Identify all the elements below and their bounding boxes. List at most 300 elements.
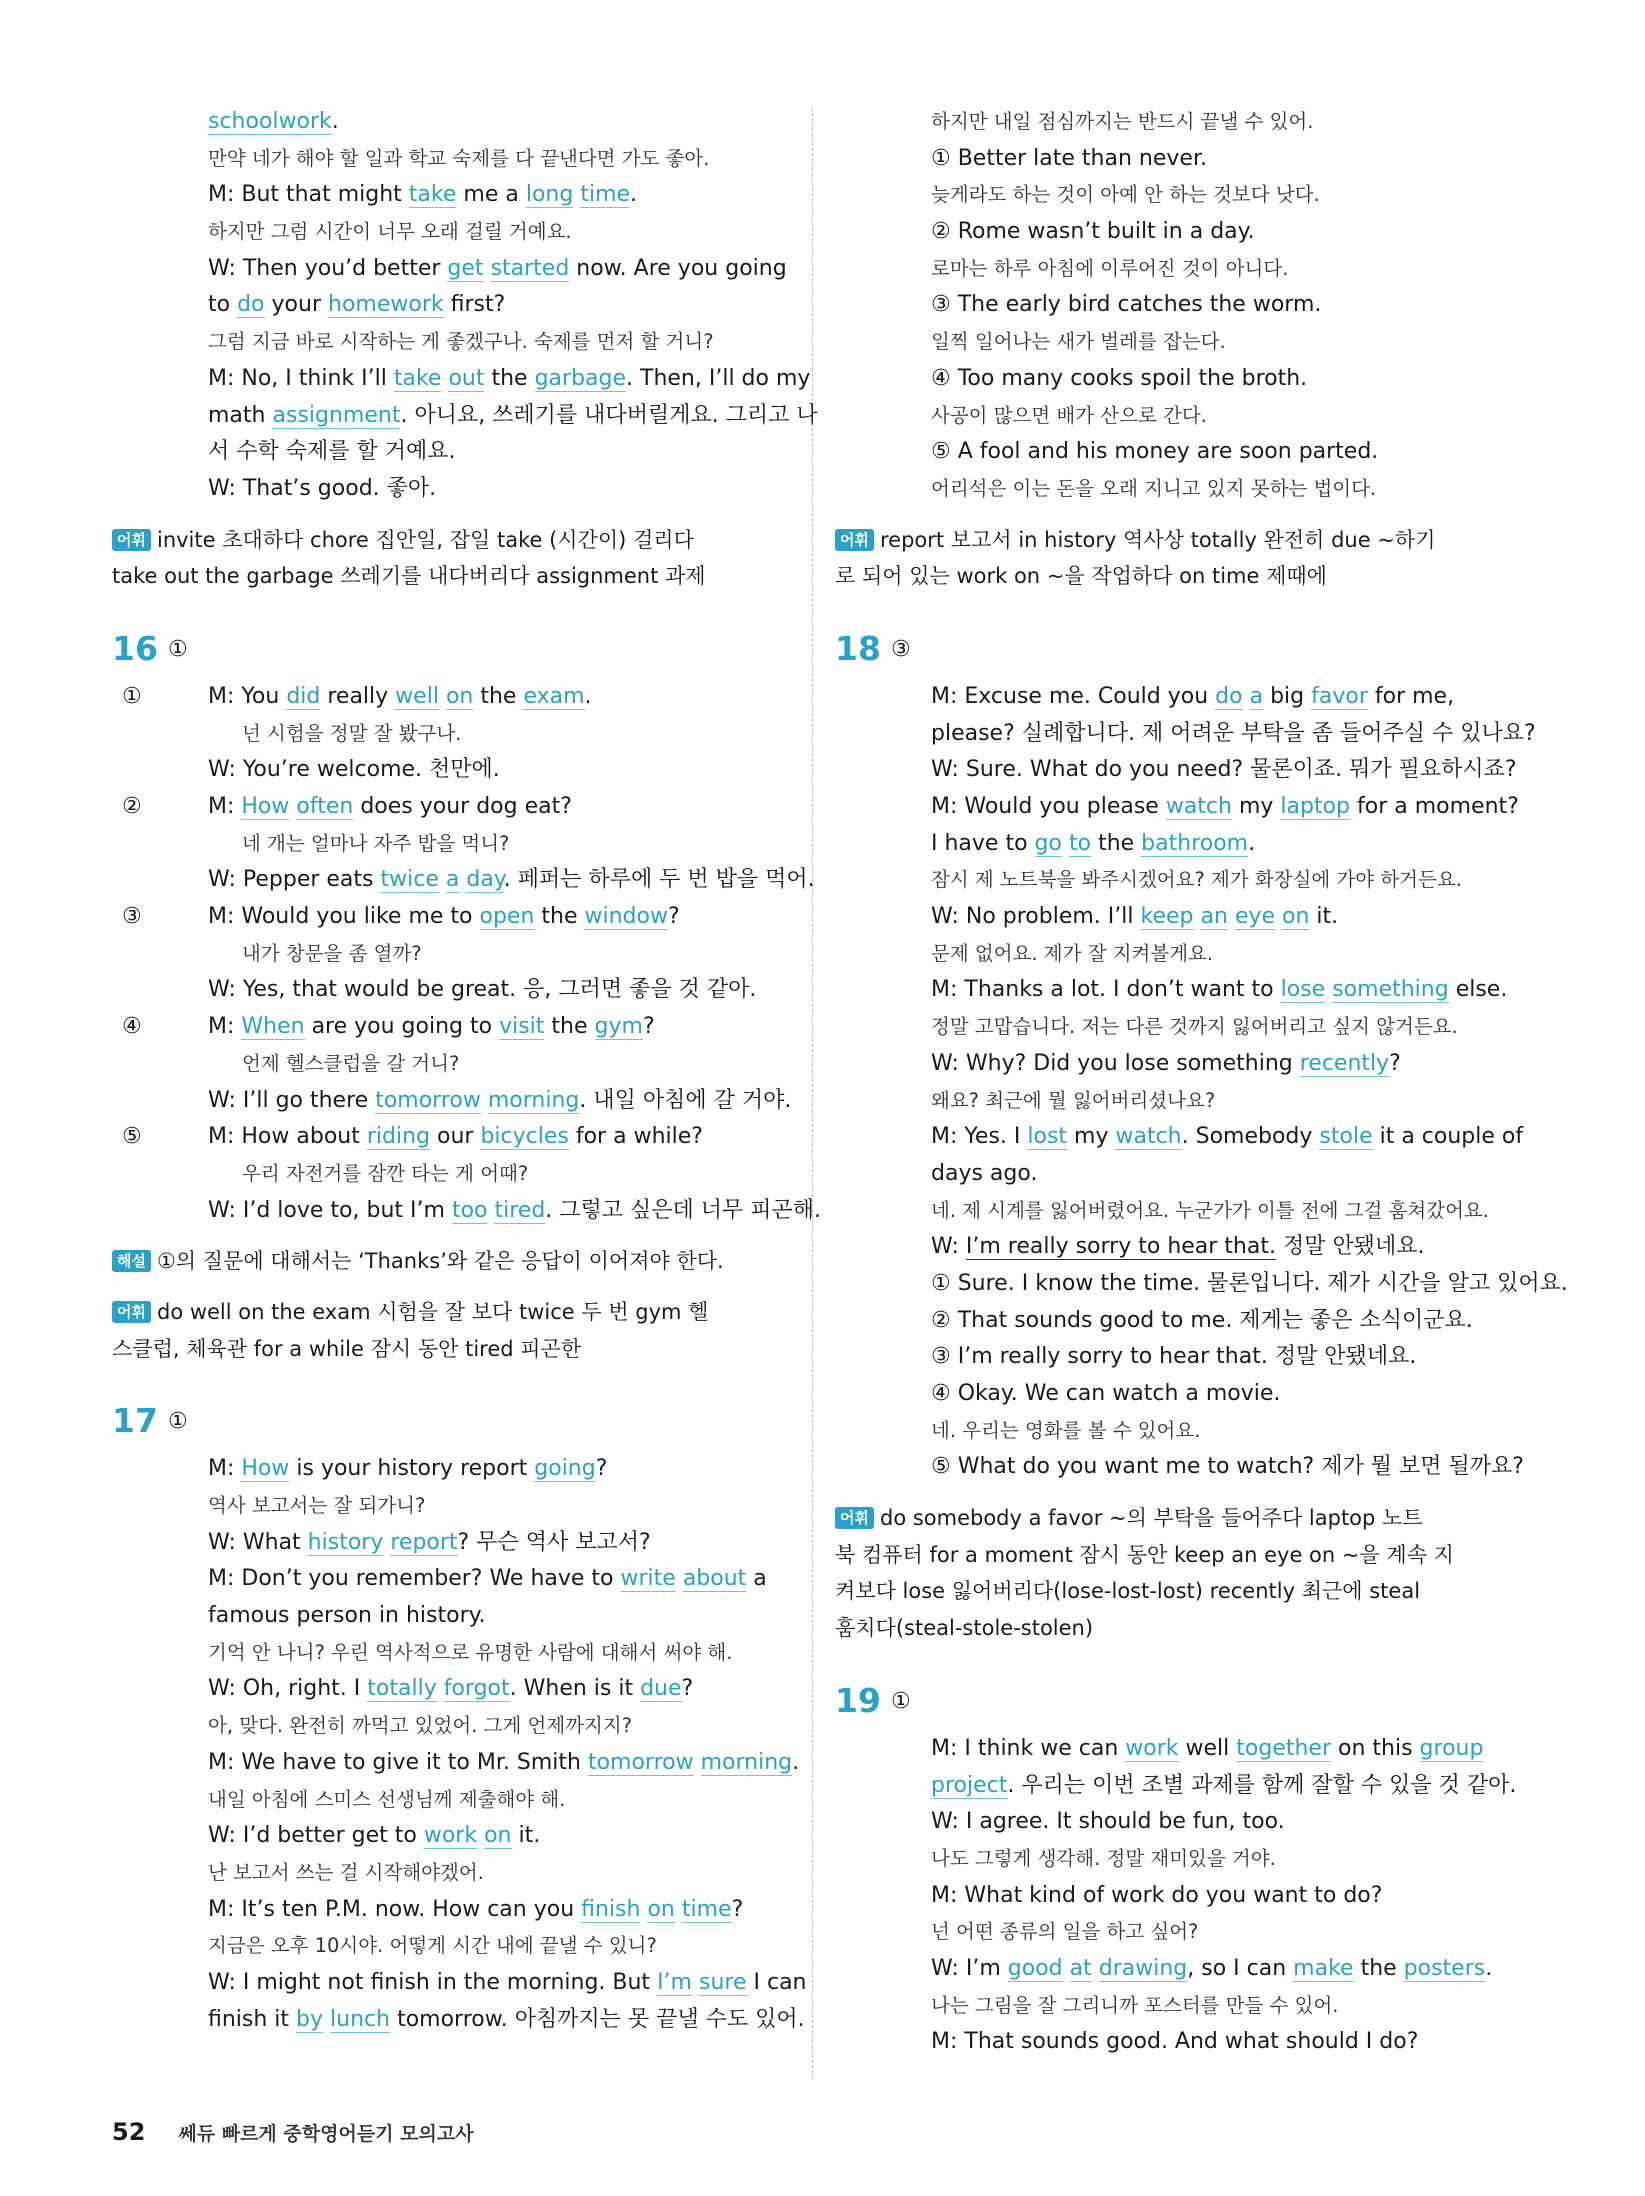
blank-answer: group (1419, 1735, 1484, 1761)
text-segment: ③ I’m really sorry to hear that. 정말 안됐네요. (931, 1344, 1417, 1370)
translation-text: 로마는 하루 아침에 이루어진 것이 아니다. (931, 256, 1289, 280)
text-segment (481, 1088, 488, 1113)
text-segment: ① Sure. I know the time. 물론입니다. 제가 시간을 알고 있어요. (931, 1270, 1568, 1296)
dialogue-line (112, 1965, 807, 2002)
dialogue-line (112, 1009, 792, 1046)
blank-answer: do (1215, 683, 1243, 709)
translation-line (112, 324, 792, 361)
dialogue-line (835, 1046, 1525, 1083)
translation-text: 우리 자전거를 잠깐 타는 게 어때? (242, 1161, 529, 1185)
translation-line (835, 471, 1525, 508)
translation-line (112, 1046, 792, 1083)
text-segment: W: No problem. I’ll (931, 904, 1141, 930)
text-segment: do somebody a favor ~의 부탁을 들어주다 laptop 노트 (879, 1506, 1423, 1531)
text-segment: ① Better late than never. (931, 145, 1207, 171)
text-segment: ③ The early bird catches the worm. (931, 292, 1322, 318)
dialogue-line (835, 141, 1525, 178)
text-segment: me a (456, 182, 526, 208)
blank-answer: lost (1027, 1124, 1068, 1150)
dialogue-line (112, 1818, 792, 1855)
question-answer: ① (168, 1409, 188, 1435)
spacer (835, 1647, 1525, 1675)
text-segment: ? (731, 1896, 744, 1922)
blank-answer: finish (581, 1896, 641, 1922)
option-number: ② (122, 794, 142, 819)
translation-text: 하지만 내일 점심까지는 반드시 끝낼 수 있어. (931, 110, 1314, 133)
dialogue-line (835, 826, 1525, 863)
text-segment: finish it (208, 2006, 297, 2032)
dialogue-line (112, 177, 792, 214)
text-segment: M: We have to give it to Mr. Smith (208, 1749, 588, 1775)
translation-line (112, 1928, 792, 1965)
translation-line (112, 826, 792, 863)
dialogue-line (835, 1303, 1525, 1340)
dialogue-line (112, 679, 792, 716)
text-segment (323, 2007, 330, 2032)
right-column (835, 104, 1568, 2061)
translation-line (112, 1708, 792, 1745)
dialogue-line (835, 1878, 1525, 1915)
dialogue-line (835, 1731, 1525, 1768)
text-segment: . When is it (509, 1676, 641, 1702)
translation-text: 난 보고서 쓰는 걸 시작해야겠어. (208, 1860, 484, 1884)
text-segment: . 내일 아침에 갈 거야. (579, 1087, 792, 1113)
question-number: 16 (112, 628, 158, 668)
translation-text: 문제 없어요. 제가 잘 지켜볼게요. (931, 941, 1214, 965)
blank-answer: report (390, 1529, 458, 1555)
note-line (835, 558, 1525, 595)
dialogue-line (112, 1561, 792, 1598)
blank-answer: going (534, 1456, 596, 1482)
spacer (112, 595, 792, 623)
blank-answer: on (445, 683, 474, 709)
text-segment: W: That’s good. 좋아. (208, 475, 437, 501)
spacer (835, 595, 1525, 623)
question-answer: ① (891, 1688, 911, 1714)
text-segment: math (208, 402, 273, 428)
text-segment: M: How about (208, 1124, 367, 1150)
note-line (112, 1331, 792, 1368)
blank-answer: drawing (1098, 1955, 1188, 1981)
dialogue-line (835, 1266, 1568, 1303)
text-segment (439, 867, 446, 892)
blank-answer: take (393, 365, 442, 391)
blank-answer: morning (700, 1749, 793, 1775)
text-segment: it. (1309, 904, 1339, 930)
text-segment: the (544, 1014, 595, 1040)
text-segment: really (320, 683, 396, 709)
blank-answer: riding (366, 1124, 431, 1150)
text-segment (1275, 904, 1282, 929)
text-segment (484, 256, 491, 281)
text-segment: my (1231, 794, 1281, 819)
text-segment (675, 1897, 682, 1922)
text-segment (439, 684, 446, 709)
dialogue-line (112, 2002, 805, 2039)
dialogue-line (112, 1193, 822, 1230)
translation-line (835, 177, 1525, 214)
text-segment: I have to (931, 830, 1035, 856)
blank-answer: good (1007, 1955, 1063, 1981)
blank-answer: laptop (1280, 794, 1351, 819)
text-segment: tomorrow. 아침까지는 못 끝낼 수도 있어. (390, 2006, 805, 2032)
text-segment: 서 수학 숙제를 할 거예요. (208, 439, 456, 465)
text-segment: . 그렇고 싶은데 너무 피곤해. (545, 1197, 822, 1223)
text-segment: the (473, 683, 524, 709)
text-segment: . 아니요, 쓰레기를 내다버릴게요. 그리고 나 (400, 402, 818, 428)
text-segment: 정말 안됐네요. (1275, 1234, 1425, 1260)
text-segment: M: What kind of work do you want to do? (931, 1882, 1383, 1908)
translation-text: 기억 안 나니? 우린 역사적으로 유명한 사람에 대해서 써야 해. (208, 1640, 733, 1664)
text-segment: my (1067, 1124, 1116, 1150)
page-footer (112, 2118, 474, 2146)
text-segment: M: But that might (208, 182, 409, 208)
dialogue-line (835, 1376, 1525, 1413)
page-number: 52 (112, 2118, 146, 2146)
dialogue-line (112, 398, 818, 435)
translation-line (835, 1193, 1525, 1230)
text-segment: ? (595, 1456, 608, 1482)
text-segment: to (208, 292, 238, 318)
blank-answer: due (640, 1676, 682, 1702)
text-segment: report 보고서 in history 역사상 totally 완전히 due ~하기 (879, 527, 1436, 552)
book-title: 쎄듀 빠르게 중학영어듣기 모의고사 (178, 2123, 474, 2145)
text-segment: a (746, 1566, 767, 1592)
translation-text: 넌 어떤 종류의 일을 하고 싶어? (931, 1920, 1199, 1944)
option-number: ⑤ (122, 1124, 142, 1150)
dialogue-line (112, 899, 792, 936)
text-segment: 스클럽, 체육관 for a while 잠시 동안 tired 피곤한 (112, 1336, 582, 1361)
blank-answer: too (451, 1197, 488, 1223)
note-badge: 어휘 (835, 529, 874, 551)
blank-answer: watch (1165, 794, 1232, 819)
dialogue-line (835, 2024, 1525, 2061)
translation-text: 그럼 지금 바로 시작하는 게 좋겠구나. 숙제를 먼저 할 거니? (208, 330, 714, 354)
blank-answer: time (681, 1896, 732, 1922)
option-number: ① (122, 683, 142, 709)
text-segment: . Then, I’ll do my (626, 365, 811, 391)
dialogue-line (835, 752, 1525, 789)
blank-answer: sure (698, 1969, 747, 1995)
translation-line (112, 214, 792, 251)
blank-answer: on (484, 1823, 512, 1849)
note-line (112, 1294, 792, 1331)
spacer (835, 1486, 1525, 1500)
text-segment: W: I might not finish in the morning. But (208, 1969, 658, 1995)
translation-line (835, 1841, 1525, 1878)
text-segment (676, 1566, 683, 1591)
question-answer: ① (168, 636, 188, 662)
dialogue-line (835, 1951, 1525, 1988)
text-segment: M: Yes. I (931, 1124, 1028, 1150)
dialogue-line (835, 1804, 1525, 1841)
blank-answer: bicycles (480, 1124, 569, 1150)
text-segment: ④ Too many cooks spoil the broth. (931, 365, 1308, 391)
dialogue-line (835, 972, 1525, 1009)
text-segment: W: Then you’d better (208, 255, 448, 281)
blank-answer: favor (1311, 683, 1368, 709)
text-segment: W: I agree. It should be fun, too. (931, 1809, 1285, 1835)
translation-line (112, 1635, 792, 1672)
text-segment: M: (208, 1014, 242, 1040)
dialogue-line (835, 1449, 1525, 1486)
blank-answer: tomorrow (375, 1087, 481, 1113)
translation-text: 내가 창문을 좀 열까? (242, 941, 422, 965)
text-segment: M: (208, 1456, 242, 1482)
text-segment: the (534, 904, 585, 930)
note-badge: 해설 (112, 1250, 151, 1272)
text-segment: M: I think we can (931, 1735, 1126, 1761)
text-segment: first? (443, 292, 506, 318)
translation-line (835, 936, 1525, 973)
translation-text: 지금은 오후 10시야. 어떻게 시간 내에 끝낼 수 있니? (208, 1934, 657, 1958)
question-header (835, 623, 1525, 679)
dialogue-line (835, 1119, 1525, 1156)
translation-text: 일찍 일어나는 새가 벌레를 잡는다. (931, 330, 1226, 354)
blank-answer: homework (328, 292, 444, 318)
blank-answer: project (931, 1772, 1008, 1798)
blank-answer: at (1069, 1955, 1092, 1981)
dialogue-line (112, 752, 792, 789)
blank-answer: I’m (657, 1969, 692, 1995)
text-segment: W: (931, 1234, 966, 1260)
note-line (835, 1500, 1525, 1537)
translation-text: 나도 그렇게 생각해. 정말 재미있을 거야. (931, 1846, 1276, 1870)
blank-answer: stole (1319, 1124, 1373, 1150)
text-segment: the (484, 365, 535, 391)
text-segment: W: Why? Did you lose something (931, 1050, 1300, 1076)
dialogue-line (112, 287, 792, 324)
dialogue-line (112, 361, 811, 398)
translation-text: 만약 네가 해야 할 일과 학교 숙제를 다 끝낸다면 가도 좋아. (208, 146, 710, 170)
translation-text: 네 개는 얼마나 자주 밥을 먹니? (242, 831, 510, 855)
text-segment: M: It’s ten P.M. now. How can you (208, 1896, 582, 1922)
blank-answer: together (1236, 1735, 1332, 1761)
text-segment: 로 되어 있는 work on ~을 작업하다 on time 제때에 (835, 564, 1327, 589)
translation-line (835, 1083, 1525, 1120)
text-segment: M: Would you like me to (208, 904, 480, 930)
blank-answer: morning (487, 1087, 580, 1113)
blank-answer: to (1068, 830, 1092, 856)
spacer (835, 508, 1525, 522)
text-segment: W: Sure. What do you need? 물론이죠. 뭐가 필요하시죠? (931, 757, 1517, 783)
dialogue-line (112, 1892, 792, 1929)
text-segment: . Somebody (1181, 1124, 1320, 1150)
dialogue-line (835, 789, 1525, 826)
translation-text: 내일 아침에 스미스 선생님께 제출해야 해. (208, 1787, 566, 1811)
blank-answer: window (584, 904, 668, 930)
blank-answer: a (1249, 683, 1264, 709)
text-segment: . (331, 109, 339, 134)
blank-answer: make (1293, 1955, 1354, 1981)
translation-line (835, 1988, 1525, 2025)
text-segment: are you going to (304, 1014, 500, 1040)
blank-answer: go (1034, 830, 1062, 856)
text-segment (1092, 1956, 1099, 1981)
dialogue-line (112, 104, 792, 141)
blank-answer: How (241, 1456, 290, 1482)
translation-line (835, 324, 1525, 361)
translation-text: 하지만 그럼 시간이 너무 오래 걸릴 거예요. (208, 220, 572, 244)
spacer (112, 1367, 792, 1395)
spacer (112, 1280, 792, 1294)
blank-answer: lunch (330, 2006, 391, 2032)
translation-text: 잠시 제 노트북을 봐주시겠어요? 제가 화장실에 가야 하거든요. (931, 868, 1462, 892)
text-segment: ② That sounds good to me. 제게는 좋은 소식이군요. (931, 1307, 1473, 1333)
text-segment (1228, 904, 1235, 929)
blank-answer: did (286, 683, 321, 709)
dialogue-line (112, 1598, 792, 1635)
blank-answer: tired (494, 1197, 546, 1223)
text-segment: well (1178, 1735, 1237, 1761)
text-segment (1063, 1956, 1070, 1981)
translation-text: 왜요? 최근에 뭘 잃어버리셨나요? (931, 1088, 1216, 1112)
blank-answer: keep (1140, 904, 1194, 930)
text-segment: ② Rome wasn’t built in a day. (931, 219, 1255, 245)
text-segment: it. (511, 1823, 541, 1849)
dialogue-line (112, 1119, 792, 1156)
text-segment: it a couple of (1372, 1124, 1524, 1150)
text-segment: W: Oh, right. I (208, 1676, 368, 1702)
question-answer: ③ (891, 636, 911, 662)
dialogue-line (835, 899, 1525, 936)
note-line (112, 522, 792, 559)
blank-answer: work (1125, 1735, 1179, 1761)
blank-answer: watch (1115, 1124, 1182, 1150)
text-segment: I can (746, 1969, 807, 1995)
dialogue-line (112, 1745, 800, 1782)
text-segment: . (584, 683, 592, 709)
text-segment (694, 1750, 701, 1775)
text-segment: W: Yes, that would be great. 응, 그러면 좋을 것 같아. (208, 977, 757, 1003)
blank-answer: well (395, 683, 439, 709)
blank-answer: an (1200, 904, 1228, 930)
blank-answer: schoolwork (208, 109, 332, 134)
translation-line (835, 1009, 1525, 1046)
text-segment: . (1485, 1955, 1493, 1981)
blank-answer: time (580, 182, 631, 208)
text-segment: ? (667, 904, 680, 930)
translation-line (112, 1782, 792, 1819)
text-segment: M: Excuse me. Could you (931, 683, 1216, 709)
blank-answer: history (307, 1529, 384, 1555)
text-segment: . (792, 1749, 800, 1775)
dialogue-line (835, 434, 1525, 471)
question-header (112, 623, 792, 679)
blank-answer: on (647, 1896, 675, 1922)
dialogue-line (112, 1083, 792, 1120)
blank-answer: How (241, 794, 290, 819)
text-segment: ? (1389, 1050, 1401, 1076)
note-line (835, 1573, 1525, 1610)
answer-underline: I’m really sorry to hear that. (965, 1234, 1276, 1260)
text-segment: ⑤ What do you want me to watch? 제가 뭘 보면 될까요? (931, 1454, 1524, 1480)
blank-answer: recently (1299, 1050, 1390, 1076)
blank-answer: twice (380, 867, 439, 893)
translation-line (835, 1413, 1525, 1450)
text-segment: M: Would you please (931, 794, 1166, 819)
dialogue-line (835, 214, 1525, 251)
text-segment: M: Don’t you remember? We have to (208, 1566, 621, 1592)
text-segment: big (1263, 683, 1312, 709)
dialogue-line (835, 287, 1525, 324)
text-segment: . (630, 182, 638, 208)
blank-answer: about (682, 1566, 747, 1592)
text-segment: your (264, 292, 328, 318)
note-badge: 어휘 (112, 529, 151, 551)
blank-answer: often (296, 794, 354, 819)
text-segment: W: I’d love to, but I’m (208, 1197, 452, 1223)
text-segment: do well on the exam 시험을 잘 보다 twice 두 번 gym 헬 (156, 1299, 709, 1324)
text-segment: M: (208, 794, 242, 819)
dialogue-line (112, 434, 792, 471)
blank-answer: bathroom (1141, 830, 1249, 856)
text-segment: W: Pepper eats (208, 867, 381, 893)
question-header (835, 1675, 1525, 1731)
text-segment: the (1353, 1955, 1404, 1981)
text-segment: W: You’re welcome. 천만에. (208, 757, 500, 783)
blank-answer: something (1332, 977, 1449, 1003)
blank-answer: lose (1280, 977, 1326, 1003)
translation-line (112, 936, 792, 973)
text-segment: else. (1448, 977, 1508, 1003)
dialogue-line (835, 716, 1536, 753)
dialogue-line (835, 1156, 1525, 1193)
dialogue-line (112, 1525, 792, 1562)
text-segment: on this (1331, 1735, 1420, 1761)
question-header (112, 1395, 792, 1451)
text-segment: ①의 질문에 대해서는 ‘Thanks’와 같은 응답이 이어져야 한다. (156, 1249, 724, 1274)
blank-answer: out (448, 365, 485, 391)
translation-text: 언제 헬스클럽을 갈 거니? (242, 1051, 460, 1075)
translation-line (112, 1488, 792, 1525)
spacer (112, 508, 792, 522)
dialogue-line (835, 1229, 1525, 1266)
note-line (835, 522, 1525, 559)
question-number: 18 (835, 628, 881, 668)
dialogue-line (112, 789, 792, 826)
text-segment: M: No, I think I’ll (208, 365, 394, 391)
blank-answer: do (237, 292, 265, 318)
text-segment (1194, 904, 1201, 929)
note-line (835, 1610, 1525, 1647)
text-segment: W: I’d better get to (208, 1823, 424, 1849)
text-segment: W: What (208, 1529, 308, 1555)
translation-text: 넌 시험을 정말 잘 봤구나. (242, 721, 462, 745)
blank-answer: exam (523, 683, 585, 709)
translation-line (112, 141, 792, 178)
translation-line (112, 1156, 792, 1193)
text-segment: 북 컴퓨터 for a moment 잠시 동안 keep an eye on ~을 계속 지 (835, 1542, 1454, 1567)
text-segment: famous person in history. (208, 1603, 486, 1629)
blank-answer: on (1282, 904, 1310, 930)
blank-answer: a (445, 867, 460, 893)
blank-answer: started (490, 255, 570, 281)
blank-answer: forgot (443, 1676, 510, 1702)
blank-answer: write (620, 1566, 676, 1592)
text-segment: ⑤ A fool and his money are soon parted. (931, 439, 1379, 465)
text-segment: ? (642, 1014, 655, 1040)
text-segment: W: I’ll go there (208, 1087, 376, 1113)
blank-answer: visit (499, 1014, 545, 1040)
dialogue-line (112, 471, 792, 508)
left-column (112, 104, 822, 2038)
blank-answer: get (447, 255, 484, 281)
translation-text: 사공이 많으면 배가 산으로 간다. (931, 403, 1207, 427)
note-badge: 어휘 (112, 1301, 151, 1323)
spacer (112, 1229, 792, 1243)
note-line (112, 558, 792, 595)
